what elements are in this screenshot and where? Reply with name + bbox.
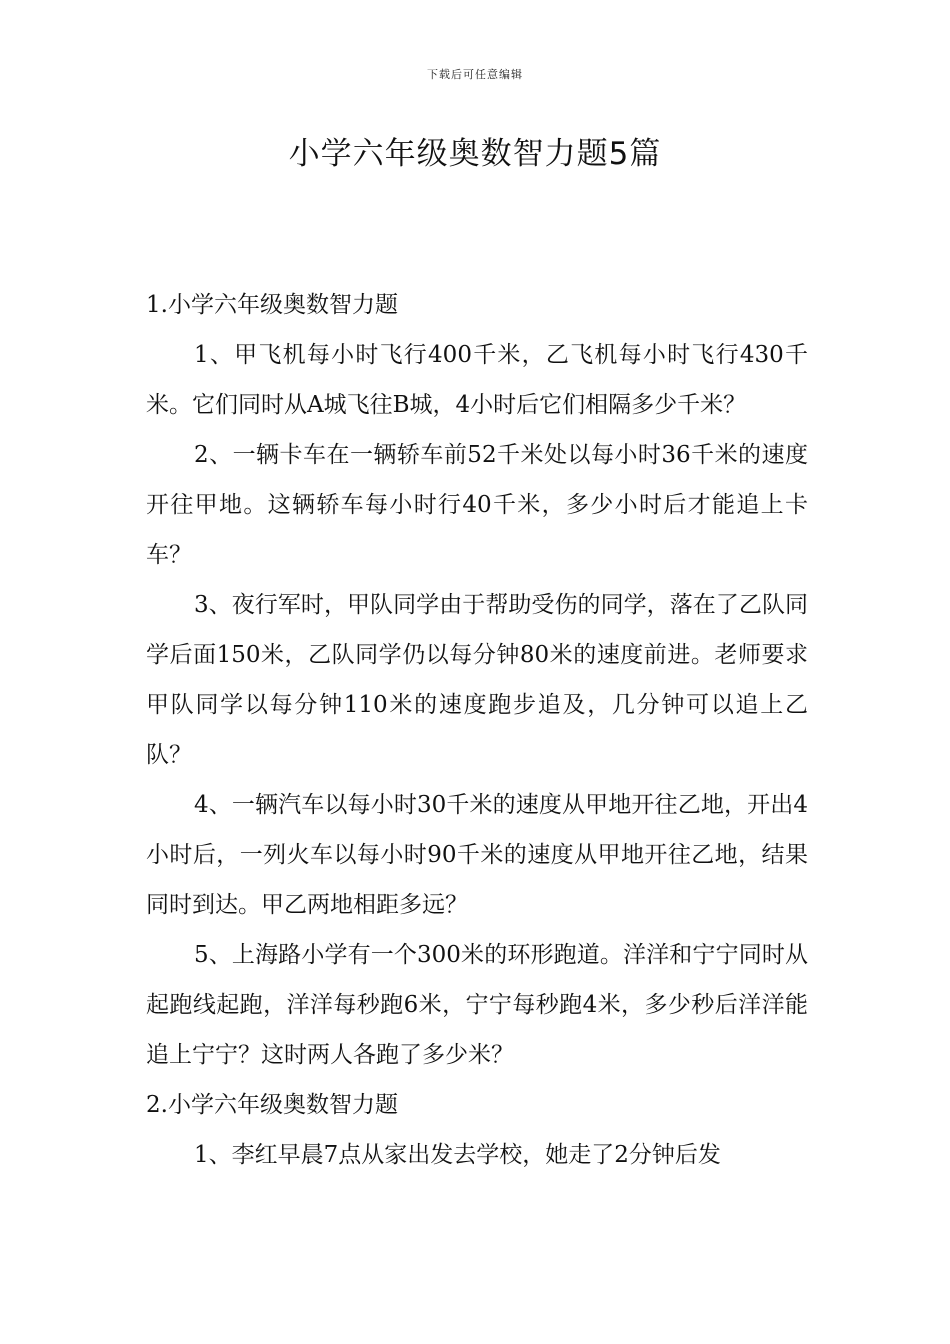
problem-1-2: 2、一辆卡车在一辆轿车前52千米处以每小时36千米的速度开往甲地。这辆轿车每小时行40千米，多少小时后才能追上卡车？ [146,442,808,568]
section-heading-2: 2.小学六年级奥数智力题 [146,1092,398,1118]
problem-1-4: 4、一辆汽车以每小时30千米的速度从甲地开往乙地，开出4小时后，一列火车以每小时90千米的速度从甲地开往乙地，结果同时到达。甲乙两地相距多远？ [146,792,808,918]
section-heading-1: 1.小学六年级奥数智力题 [146,292,398,318]
problem-1-3: 3、夜行军时，甲队同学由于帮助受伤的同学，落在了乙队同学后面150米，乙队同学仍以每分钟80米的速度前进。老师要求甲队同学以每分钟110米的速度跑步追及，几分钟可以追上乙队？ [146,592,808,768]
document-body [146,280,808,1180]
header-note: 下载后可任意编辑 [427,68,523,81]
problem-2-1: 1、李红早晨7点从家出发去学校，她走了2分钟后发 [194,1142,721,1168]
problem-1-5: 5、上海路小学有一个300米的环形跑道。洋洋和宁宁同时从起跑线起跑，洋洋每秒跑6米，宁宁每秒跑4米，多少秒后洋洋能追上宁宁？这时两人各跑了多少米？ [146,942,808,1068]
problem-1-1: 1、甲飞机每小时飞行400千米，乙飞机每小时飞行430千米。它们同时从A城飞往B城，4小时后它们相隔多少千米？ [146,342,808,418]
document-title: 小学六年级奥数智力题5篇 [288,136,662,172]
